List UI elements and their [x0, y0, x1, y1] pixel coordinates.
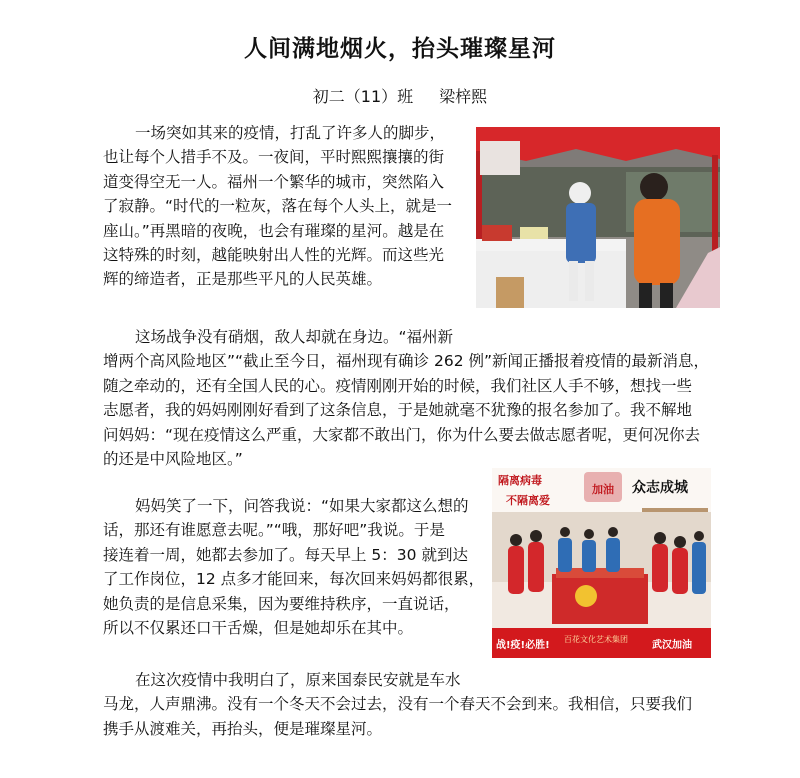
- bottom-center-text: 百花文化艺术集团: [564, 635, 628, 644]
- paragraph-line: 也让每个人措手不及。一夜间，平时熙熙攘攘的街: [103, 148, 445, 167]
- volunteer-tent-photo: [476, 127, 720, 308]
- paragraph-line: 问妈妈：“现在疫情这么严重，大家都不敢出门，你为什么要去做志愿者呢，更何况你去: [103, 425, 701, 444]
- paragraph-line: 道变得空无一人。福州一个繁华的城市，突然陷入: [103, 172, 445, 191]
- paragraph-line: 增两个高风险地区”“截止至今日，福州现有确诊 262 例”新闻正播报着疫情的最新消息，: [103, 352, 710, 371]
- paragraph-line: 马龙，人声鼎沸。没有一个冬天不会过去，没有一个春天不会到来。我相信，只要我们: [103, 695, 693, 714]
- paragraph-line: 这场战争没有硝烟，敌人却就在身边。“福州新: [135, 328, 454, 346]
- byline: [0, 84, 800, 107]
- paragraph-4: [103, 668, 723, 741]
- banner-center-text: 加油: [592, 483, 614, 496]
- paragraph-line: 辉的缔造者，正是那些平凡的人民英雄。: [103, 270, 383, 289]
- bottom-right-text: 武汉加油: [652, 640, 692, 651]
- paragraph-line: 随之牵动的，还有全国人民的心。疫情刚刚开始的时候，我们社区人手不够，想找一些: [103, 376, 693, 395]
- banner-right-text: 众志成城: [632, 480, 688, 496]
- banner-left-bottom-text: 不隔离爱: [506, 494, 550, 507]
- paragraph-line: 座山。”再黑暗的夜晚，也会有璀璨的星河。越是在: [103, 221, 445, 240]
- paragraph-line: 话，那还有谁愿意去呢。”“哦，那好吧”我说。于是: [103, 521, 445, 540]
- paragraph-line: 志愿者，我的妈妈刚刚好看到了这条信息，于是她就毫不犹豫的报名参加了。我不解地: [103, 401, 693, 420]
- paragraph-1: [103, 121, 473, 292]
- paragraph-line: 了寂静。“时代的一粒灰，落在每个人头上，就是一: [103, 197, 453, 216]
- class-label: 初二（11）班: [312, 87, 414, 106]
- paragraph-line: 所以不仅累还口干舌燥，但是她却乐在其中。: [103, 618, 414, 637]
- paragraph-line: 的还是中风险地区。”: [103, 449, 243, 468]
- paragraph-line: 妈妈笑了一下，问答我说：“如果大家都这么想的: [135, 497, 469, 515]
- paragraph-line: 她负责的是信息采集，因为要维持秩序，一直说话，: [103, 594, 460, 613]
- paragraph-3: [103, 494, 488, 640]
- banner-left-top-text: 隔离病毒: [498, 474, 542, 487]
- paragraph-line: 在这次疫情中我明白了，原来国泰民安就是车水: [135, 671, 461, 689]
- essay-title: 人间满地烟火，抬头璀璨星河: [244, 36, 556, 62]
- volunteer-group-photo: [492, 468, 711, 658]
- paragraph-line: 接连着一周，她都去参加了。每天早上 5：30 就到达: [103, 545, 468, 564]
- paragraph-line: 这特殊的时刻，越能映射出人性的光辉。而这些光: [103, 245, 445, 264]
- author-name: 梁梓熙: [439, 87, 488, 106]
- bottom-left-text: 战!疫!必胜!: [496, 640, 550, 651]
- paragraph-line: 携手从渡难关，再抬头，便是璀璨星河。: [103, 719, 383, 738]
- paragraph-line: 一场突如其来的疫情，打乱了许多人的脚步，: [135, 124, 446, 142]
- paragraph-2: [103, 325, 723, 471]
- paragraph-line: 了工作岗位，12 点多才能回来，每次回来妈妈都很累，: [103, 570, 485, 589]
